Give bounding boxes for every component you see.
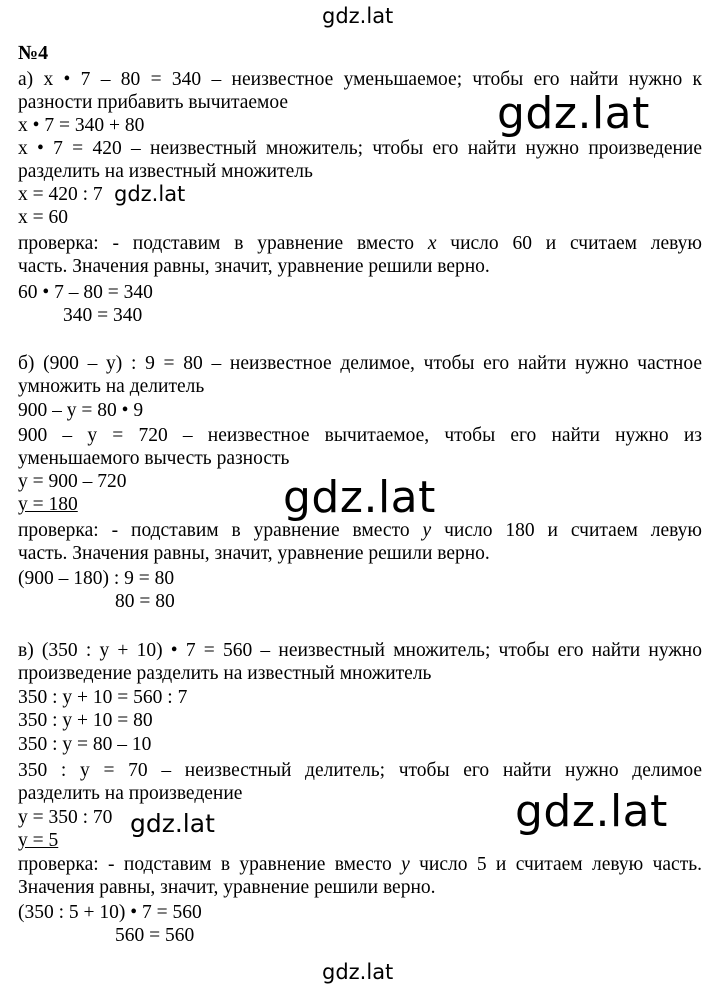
part-a-verify-2: 340 = 340	[63, 305, 143, 326]
watermark-inline-1: gdz.lat	[114, 182, 186, 206]
part-b-line-2: умножить на делитель	[18, 376, 205, 397]
part-b-answer: y = 180	[18, 494, 78, 515]
part-c-line-3: 350 : y + 10 = 560 : 7	[18, 687, 188, 708]
part-c-line-6: 350 : y = 70 – неизвестный делитель; чтобы его найти нужно делимое	[18, 760, 702, 781]
part-a-line-7: x = 60	[18, 207, 68, 228]
part-a-verify-1: 60 • 7 – 80 = 340	[18, 282, 153, 303]
part-a-check-line-1	[18, 232, 702, 255]
check-variable: y	[422, 520, 432, 541]
part-c-line-7: разделить на произведение	[18, 783, 243, 804]
part-c-check-line-1	[18, 853, 702, 876]
part-c-line-4: 350 : y + 10 = 80	[18, 710, 153, 731]
part-b-line-3: 900 – y = 80 • 9	[18, 400, 144, 421]
part-a-line-2: разности прибавить вычитаемое	[18, 92, 289, 113]
part-c-line-1: в) (350 : y + 10) • 7 = 560 – неизвестный множитель; чтобы его найти нужно	[18, 640, 702, 661]
watermark-top: gdz.lat	[322, 4, 394, 28]
part-c-answer: y = 5	[18, 830, 59, 851]
part-b-verify-1: (900 – 180) : 9 = 80	[18, 568, 175, 589]
part-a-check-line-2: часть. Значения равны, значит, уравнение решили верно.	[18, 256, 490, 277]
part-c-line-8: y = 350 : 70	[18, 807, 113, 828]
check-variable: x	[427, 233, 437, 254]
check-text: число 60 и считаем левую	[436, 233, 702, 254]
part-b-line-6: y = 900 – 720	[18, 471, 127, 492]
part-c-line-2: произведение разделить на известный множитель	[18, 663, 432, 684]
part-a-line-4: x • 7 = 420 – неизвестный множитель; чтобы его найти нужно произведение	[18, 138, 702, 159]
task-number: №4	[18, 42, 49, 64]
part-a-line-6: x = 420 : 7	[18, 184, 103, 205]
check-text: проверка: - подставим в уравнение вместо	[18, 520, 423, 541]
part-b-verify-2: 80 = 80	[115, 591, 175, 612]
part-c-verify-1: (350 : 5 + 10) • 7 = 560	[18, 902, 202, 923]
part-b-line-1: б) (900 – y) : 9 = 80 – неизвестное делимое, чтобы его найти нужно частное	[18, 353, 702, 374]
check-text: проверка: - подставим в уравнение вместо	[18, 233, 428, 254]
check-text: проверка: - подставим в уравнение вместо	[18, 854, 402, 875]
part-a-line-5: разделить на известный множитель	[18, 161, 313, 182]
part-c-check-line-2: Значения равны, значит, уравнение решили верно.	[18, 877, 436, 898]
watermark-big-1: gdz.lat	[497, 88, 650, 139]
part-b-check-line-2: часть. Значения равны, значит, уравнение решили верно.	[18, 543, 490, 564]
part-b-check-line-1	[18, 519, 702, 542]
part-b-line-4: 900 – y = 720 – неизвестное вычитаемое, чтобы его найти нужно из	[18, 425, 702, 446]
part-b-line-5: уменьшаемого вычесть разность	[18, 448, 290, 469]
check-text: число 5 и считаем левую часть.	[409, 854, 702, 875]
check-variable: y	[401, 854, 410, 875]
watermark-inline-2: gdz.lat	[130, 809, 215, 838]
part-c-verify-2: 560 = 560	[115, 925, 195, 946]
watermark-big-3: gdz.lat	[515, 786, 668, 837]
watermark-big-2: gdz.lat	[283, 472, 436, 523]
check-text: число 180 и считаем левую	[431, 520, 702, 541]
part-a-line-1: а) x • 7 – 80 = 340 – неизвестное уменьшаемое; чтобы его найти нужно к	[18, 69, 702, 90]
part-c-line-5: 350 : y = 80 – 10	[18, 734, 152, 755]
part-a-line-3: x • 7 = 340 + 80	[18, 115, 145, 136]
watermark-bottom: gdz.lat	[322, 960, 394, 984]
